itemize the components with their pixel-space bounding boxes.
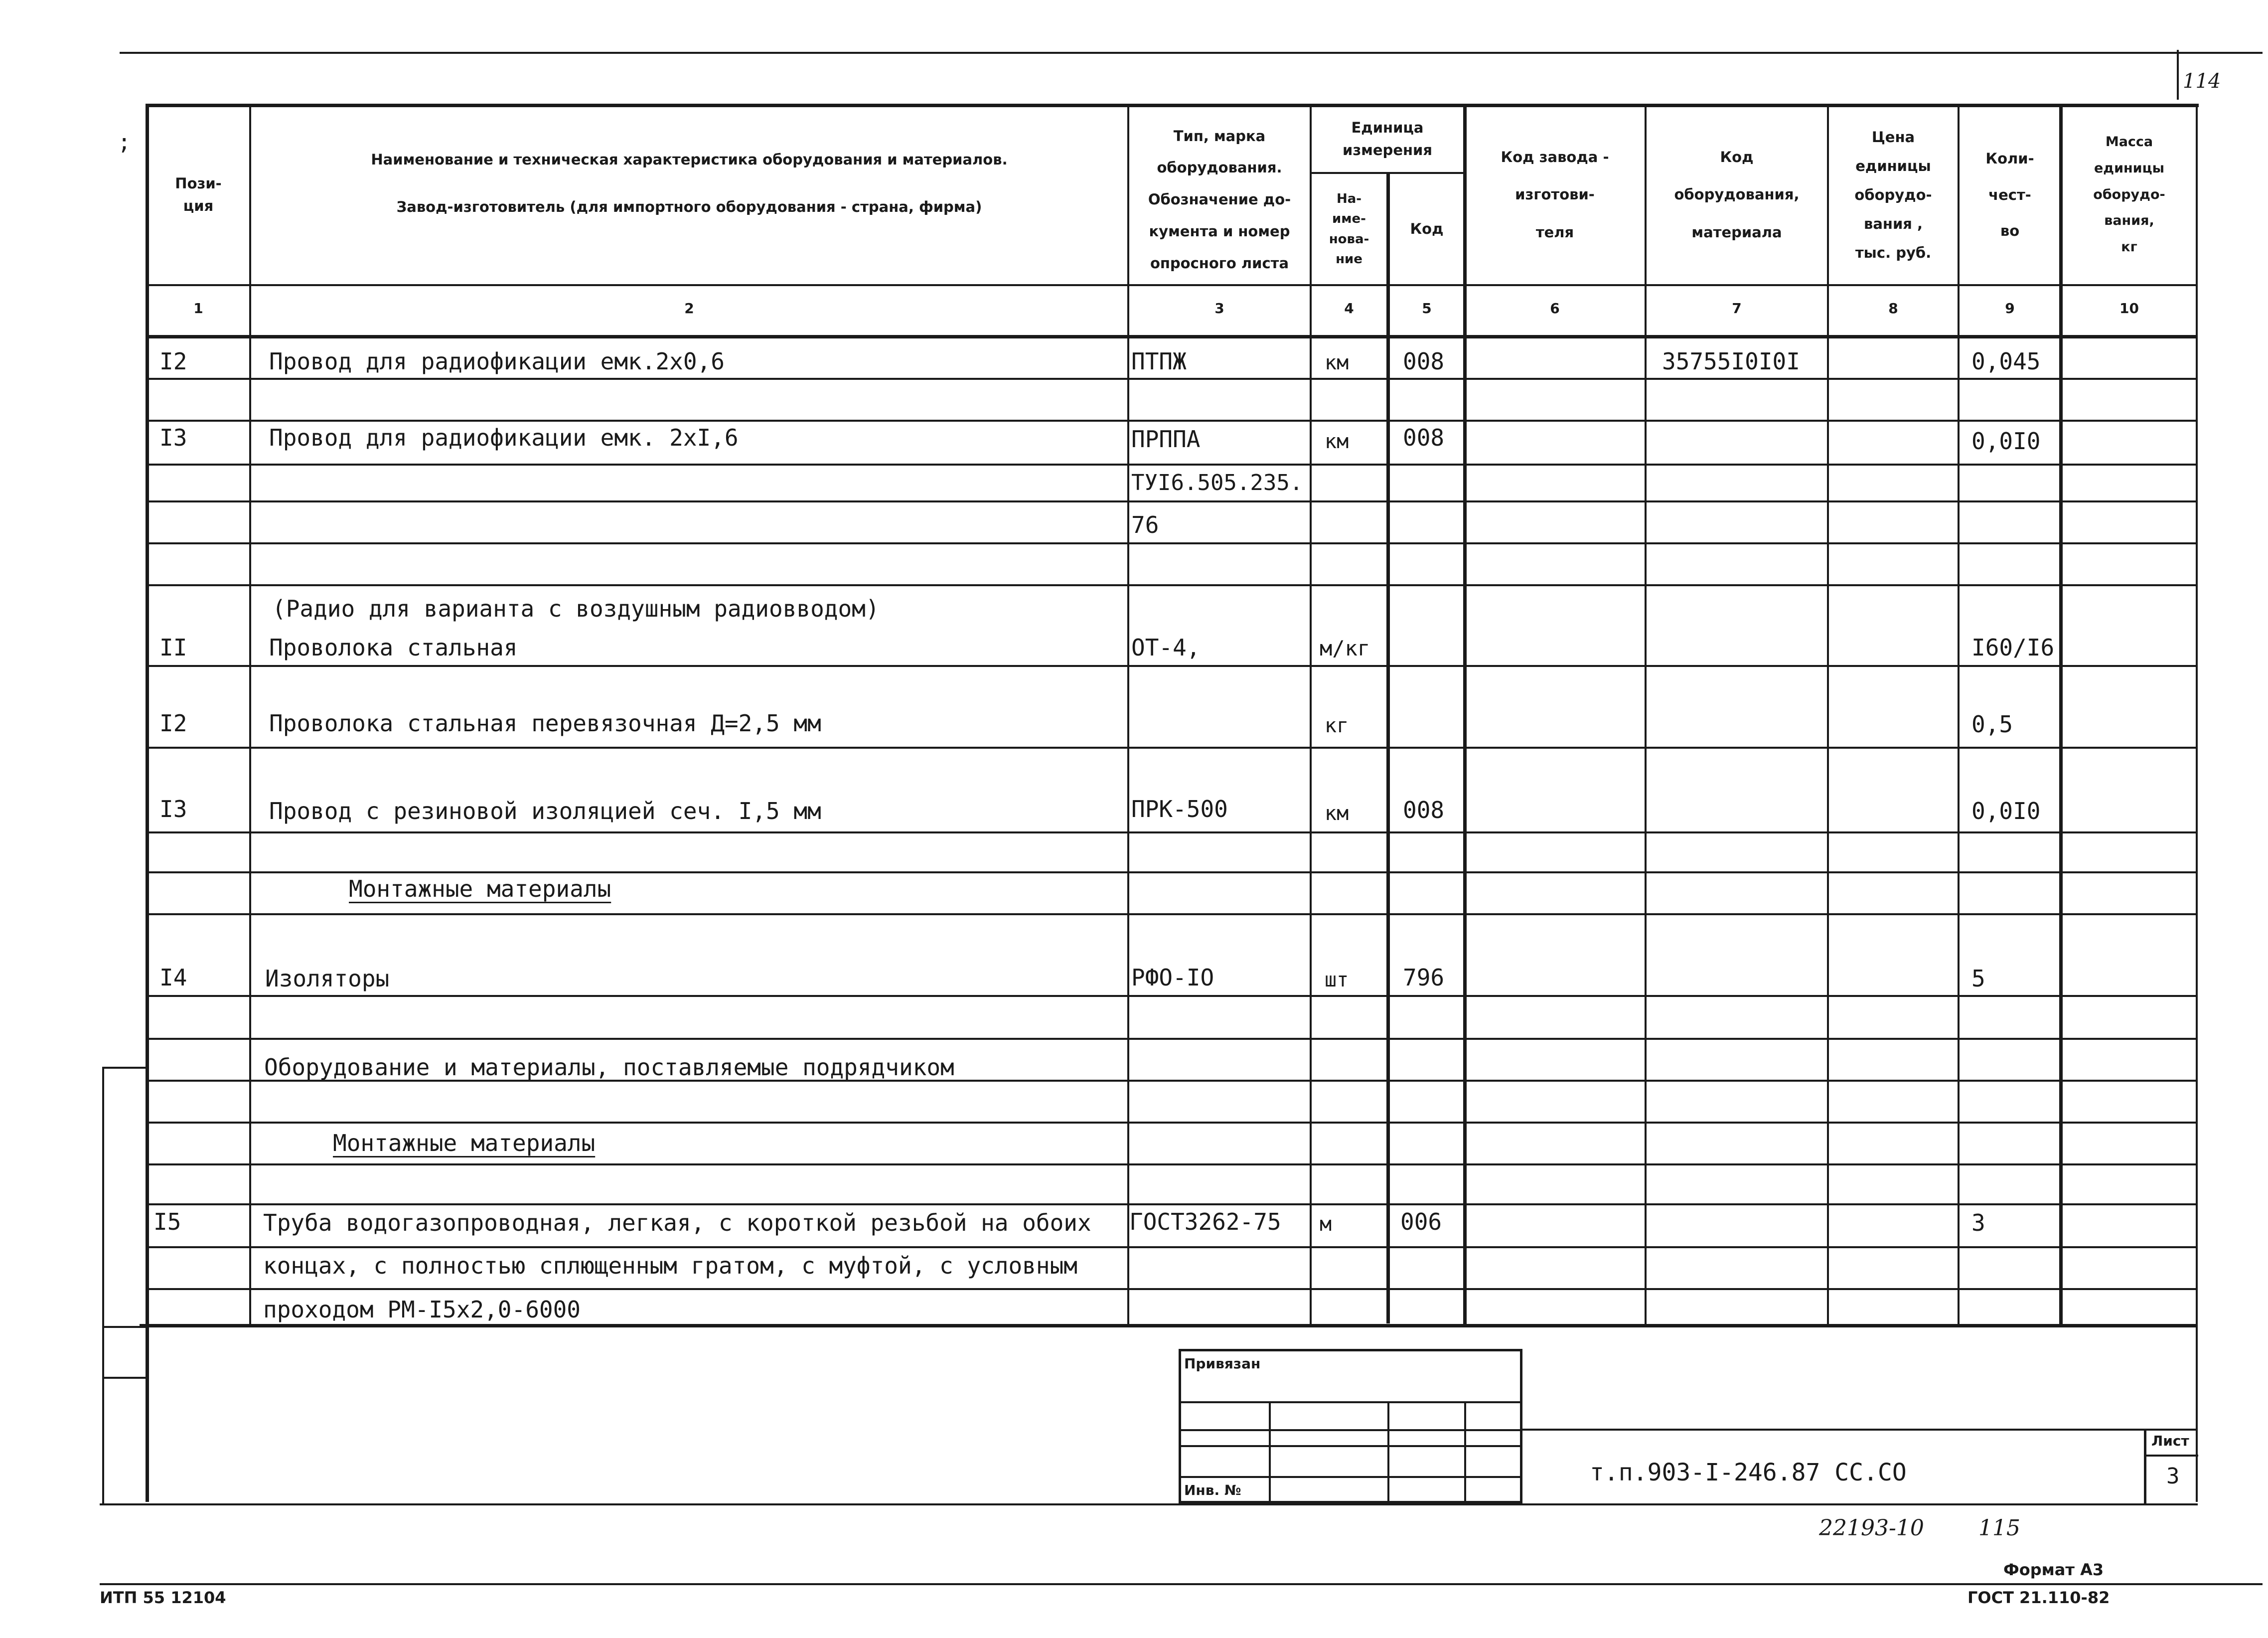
header-material-code: Код оборудования, материала bbox=[1674, 148, 1800, 241]
header-plant-code: Код завода - изготови- теля bbox=[1501, 148, 1609, 241]
row-line bbox=[146, 1163, 2197, 1165]
col-sep-3 bbox=[1310, 104, 1312, 1325]
col-sep-2 bbox=[1127, 104, 1129, 1325]
corner-page-number: 114 bbox=[2183, 70, 2221, 93]
cell-section-note: (Радио для варианта с воздушным радиовводом) bbox=[272, 595, 880, 622]
cell-position: I4 bbox=[159, 964, 187, 991]
column-number: 2 bbox=[684, 300, 694, 317]
column-number: 4 bbox=[1344, 300, 1354, 317]
column-number: 6 bbox=[1550, 300, 1560, 317]
binding-tick bbox=[102, 1067, 147, 1069]
cell-position: I2 bbox=[159, 348, 187, 375]
stamp-bottom-line bbox=[100, 1503, 2198, 1505]
cell-unit: м bbox=[1320, 1213, 1332, 1236]
header-unit-code: Код bbox=[1410, 220, 1444, 238]
col-sep-8 bbox=[1958, 104, 1960, 1325]
cell-quantity: 0,5 bbox=[1971, 711, 2013, 738]
cell-name: Провод для радиофикации емк. 2хI,6 bbox=[269, 424, 739, 451]
linked-box-col bbox=[1464, 1401, 1466, 1501]
row-line bbox=[146, 871, 2197, 873]
cell-type: ГОСТ3262-75 bbox=[1129, 1208, 1281, 1235]
row-line bbox=[146, 542, 2197, 544]
document-code: т.п.903-I-246.87 СС.СО bbox=[1590, 1459, 1907, 1486]
cell-unit: км bbox=[1325, 430, 1349, 453]
cell-type: ТУI6.505.235. bbox=[1131, 470, 1303, 495]
row-line bbox=[146, 1203, 2197, 1205]
cell-type: ПРК-500 bbox=[1131, 796, 1228, 822]
row-line bbox=[146, 831, 2197, 833]
cell-quantity: 5 bbox=[1971, 965, 1985, 992]
column-number: 8 bbox=[1888, 300, 1898, 317]
cell-quantity: 3 bbox=[1971, 1209, 1985, 1236]
handwritten-inventory: 22193-10 bbox=[1819, 1515, 1924, 1541]
cell-material-code: 35755I0I0I bbox=[1662, 348, 1800, 375]
header-unit-price: Цена единицы оборудо- вания , тыс. руб. bbox=[1854, 129, 1932, 261]
row-line bbox=[146, 584, 2197, 586]
cell-unit: км bbox=[1325, 802, 1349, 825]
column-number: 9 bbox=[2005, 300, 2015, 317]
header-position: Пози- ция bbox=[175, 175, 222, 214]
handwritten-sheet: 115 bbox=[1978, 1515, 2020, 1541]
table-body-bottom bbox=[140, 1324, 2198, 1327]
top-border-line bbox=[120, 52, 2263, 54]
margin-mark: ; bbox=[118, 130, 131, 155]
table-right-line bbox=[2196, 104, 2198, 1502]
sheet-label: Лист bbox=[2151, 1433, 2189, 1449]
col-sep-5 bbox=[1463, 104, 1467, 1325]
header-unit-mass: Масса единицы оборудо- вания, кг bbox=[2093, 134, 2165, 255]
linked-box-line bbox=[1181, 1476, 1520, 1478]
cell-name: концах, с полностью сплющенным гратом, с муфтой, с условным bbox=[263, 1252, 1077, 1279]
cell-unit-code: 006 bbox=[1400, 1208, 1442, 1235]
row-line bbox=[146, 378, 2197, 380]
header-name-line1: Наименование и техническая характеристика оборудования и материалов. bbox=[371, 151, 1008, 168]
row-line bbox=[146, 420, 2197, 422]
section-heading: Монтажные материалы bbox=[349, 875, 611, 902]
col-sep-9 bbox=[2059, 104, 2063, 1325]
itp-code: ИТП 55 12104 bbox=[100, 1588, 226, 1607]
doc-code-top-line bbox=[1522, 1429, 2198, 1431]
row-line bbox=[146, 1122, 2197, 1124]
linked-box-line bbox=[1181, 1429, 1520, 1431]
row-line bbox=[146, 995, 2197, 997]
cell-type: РФО-IО bbox=[1131, 964, 1214, 991]
cell-type: ПТПЖ bbox=[1131, 348, 1187, 375]
cell-type: ОТ-4, bbox=[1131, 634, 1201, 661]
binding-tick bbox=[102, 1377, 147, 1379]
linked-label: Привязан bbox=[1184, 1355, 1261, 1372]
header-name-line2: Завод-изготовитель (для импортного оборудования - страна, фирма) bbox=[396, 198, 982, 215]
linked-box-col bbox=[1269, 1401, 1271, 1501]
row-line bbox=[146, 464, 2197, 466]
header-quantity: Коли- чест- во bbox=[1985, 150, 2034, 240]
row-line bbox=[146, 913, 2197, 915]
linked-stamp-box bbox=[1179, 1349, 1522, 1503]
sheet-number: 3 bbox=[2166, 1464, 2180, 1489]
header-bottom-line bbox=[146, 284, 2197, 286]
header-unit-name: На- име- нова- ние bbox=[1329, 191, 1369, 267]
format-label: Формат А3 bbox=[2003, 1560, 2104, 1579]
section-heading: Монтажные материалы bbox=[333, 1130, 596, 1156]
cell-unit-code: 008 bbox=[1403, 797, 1445, 823]
cell-position: I5 bbox=[153, 1208, 181, 1235]
cell-unit: кг bbox=[1325, 714, 1349, 737]
sheet-box-line bbox=[2146, 1455, 2198, 1457]
linked-box-line bbox=[1181, 1401, 1520, 1403]
col-sep-1 bbox=[249, 104, 251, 1325]
column-number: 7 bbox=[1732, 300, 1742, 317]
linked-box-col bbox=[1387, 1401, 1389, 1501]
cell-name: Труба водогазопроводная, легкая, с короткой резьбой на обоих bbox=[263, 1209, 1091, 1236]
cell-unit: м/кг bbox=[1320, 636, 1370, 660]
top-right-tick bbox=[2177, 50, 2179, 100]
header-unit-group: Единица измерения bbox=[1343, 119, 1432, 159]
cell-unit-code: 008 bbox=[1403, 348, 1445, 375]
cell-position: I3 bbox=[159, 796, 187, 822]
row-line bbox=[146, 1246, 2197, 1248]
cell-name: Изоляторы bbox=[265, 965, 390, 992]
colnum-bottom-line bbox=[146, 335, 2197, 338]
section-heading: Оборудование и материалы, поставляемые подрядчиком bbox=[264, 1054, 954, 1081]
row-line bbox=[146, 1288, 2197, 1290]
cell-quantity: 0,0I0 bbox=[1971, 428, 2041, 455]
column-number: 10 bbox=[2119, 300, 2139, 317]
cell-position: I2 bbox=[159, 710, 187, 737]
cell-position: II bbox=[159, 634, 187, 661]
cell-name: Проволока стальная перевязочная Д=2,5 мм bbox=[269, 710, 821, 737]
sheet-box bbox=[2144, 1429, 2198, 1503]
cell-quantity: 0,0I0 bbox=[1971, 798, 2041, 824]
linked-box-line bbox=[1181, 1445, 1520, 1447]
binding-line bbox=[102, 1067, 104, 1505]
column-number: 1 bbox=[193, 300, 203, 317]
row-line bbox=[146, 747, 2197, 749]
col-sep-7 bbox=[1827, 104, 1829, 1325]
cell-name: проходом РМ-I5х2,0-6000 bbox=[263, 1296, 581, 1323]
gost-label: ГОСТ 21.110-82 bbox=[1967, 1588, 2110, 1607]
cell-unit: шт bbox=[1325, 969, 1349, 991]
row-line bbox=[146, 500, 2197, 502]
cell-name: Проволока стальная bbox=[269, 634, 518, 661]
cell-type: ПРППА bbox=[1131, 426, 1201, 453]
row-line bbox=[146, 1038, 2197, 1040]
cell-position: I3 bbox=[159, 424, 187, 451]
cell-name: Провод с резиновой изоляцией сеч. I,5 мм bbox=[269, 798, 821, 824]
cell-unit-code: 796 bbox=[1403, 964, 1445, 991]
cell-quantity: 0,045 bbox=[1971, 348, 2041, 375]
col-sep-6 bbox=[1645, 104, 1647, 1325]
cell-unit-code: 008 bbox=[1403, 424, 1445, 451]
cell-unit: км bbox=[1325, 351, 1349, 374]
column-number: 3 bbox=[1214, 300, 1224, 317]
footer-line bbox=[100, 1583, 2263, 1585]
cell-type: 76 bbox=[1131, 511, 1159, 538]
header-type-mark: Тип, марка оборудования. Обозначение до- кумента и номер опросного листа bbox=[1148, 127, 1291, 272]
binding-tick bbox=[102, 1326, 147, 1328]
row-line bbox=[146, 665, 2197, 667]
column-number: 5 bbox=[1422, 300, 1432, 317]
cell-quantity: I60/I6 bbox=[1971, 634, 2055, 661]
cell-name: Провод для радиофикации емк.2х0,6 bbox=[269, 348, 725, 375]
inventory-number-label: Инв. № bbox=[1184, 1482, 1241, 1498]
